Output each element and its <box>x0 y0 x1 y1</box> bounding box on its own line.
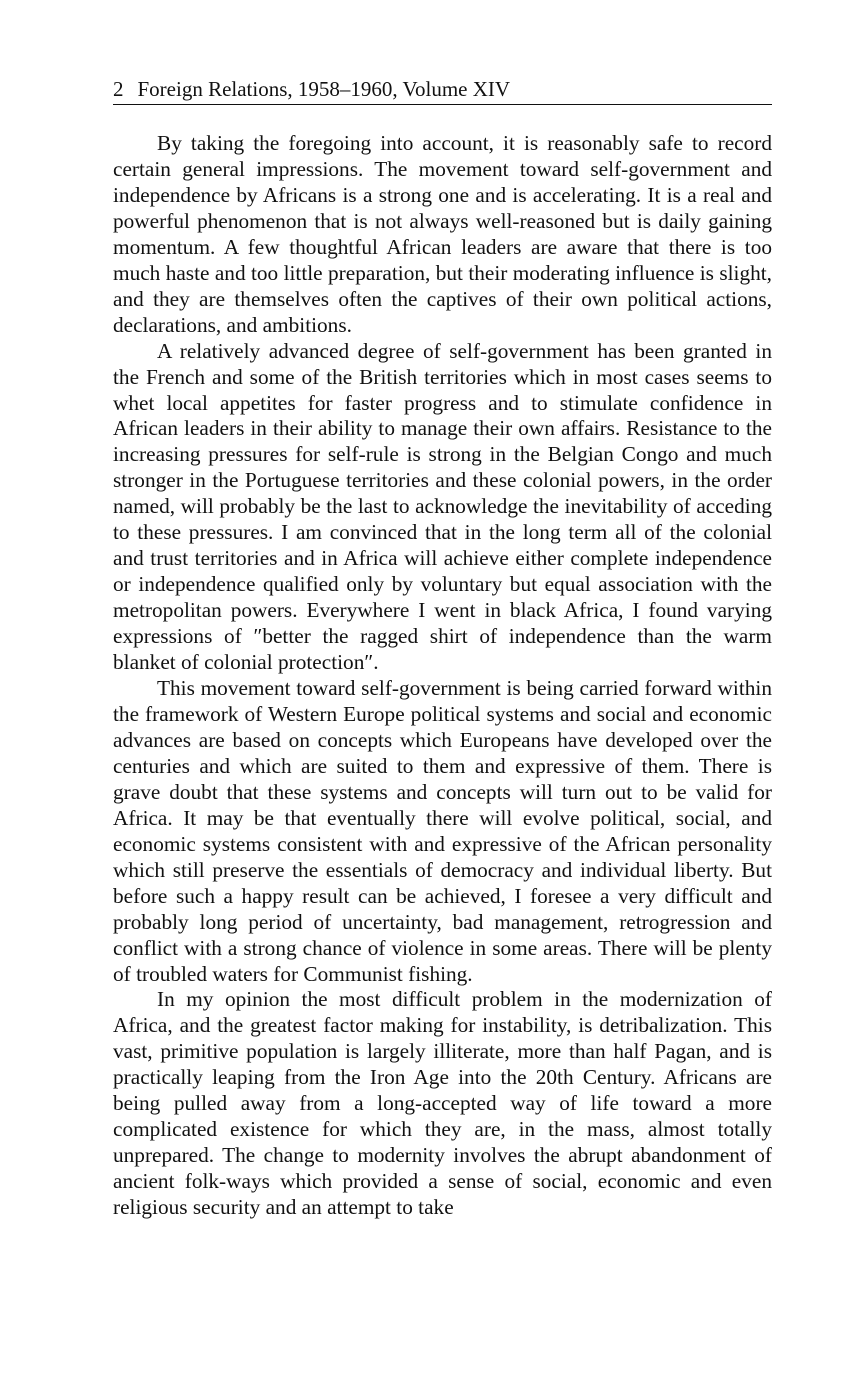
page-number: 2 <box>113 77 124 101</box>
paragraph-4: In my opinion the most difficult problem in the modernization of Africa, and the greatest factor making for instability, is detribalization. This vast, primitive population is largely illiterate, more than half Pagan, and is practically leaping from the Iron Age into the 20th Century. Africans are being pulled away from a long-accepted way of life toward a more complicated existence for which they are, in the mass, almost totally unprepared. The change to modernity involves the abrupt abandonment of ancient folk-ways which provided a sense of social, economic and even religious security and an attempt to take <box>113 987 772 1220</box>
volume-title: Foreign Relations, 1958–1960, Volume XIV <box>137 77 511 101</box>
paragraph-3: This movement toward self-government is being carried forward within the framework of Western Europe political systems and social and economic advances are based on concepts which Europeans have developed over the centuries and which are suited to them and expressive of them. There is grave doubt that these systems and concepts will turn out to be valid for Africa. It may be that eventually there will evolve political, social, and economic systems consistent with and expressive of the African personality which still preserve the essentials of democracy and individual liberty. But before such a happy result can be achieved, I foresee a very difficult and probably long period of uncertainty, bad management, retrogression and conflict with a strong chance of violence in some areas. There will be plenty of troubled waters for Communist fishing. <box>113 676 772 986</box>
running-header <box>113 76 772 105</box>
paragraph-2: A relatively advanced degree of self-government has been granted in the French and some of the British territories which in most cases seems to whet local appetites for faster progress and to stimulate confidence in African leaders in their ability to manage their own affairs. Resistance to the increasing pressures for self-rule is strong in the Belgian Congo and much stronger in the Portuguese territories and these colonial powers, in the order named, will probably be the last to acknowledge the inevitability of acceding to these pressures. I am convinced that in the long term all of the colonial and trust territories and in Africa will achieve either complete independence or independence qualified only by voluntary but equal association with the metropolitan powers. Everywhere I went in black Africa, I found varying expressions of ″better the ragged shirt of independence than the warm blanket of colonial protection″. <box>113 338 772 675</box>
body-text <box>113 131 772 1221</box>
paragraph-1: By taking the foregoing into account, it is reasonably safe to record certain general impressions. The movement toward self-government and independence by Africans is a strong one and is accelerating. It is a real and powerful phenomenon that is not always well-reasoned but is daily gaining momentum. A few thoughtful African leaders are aware that there is too much haste and too little preparation, but their moderating influence is slight, and they are themselves often the captives of their own political actions, declarations, and ambitions. <box>113 131 772 337</box>
